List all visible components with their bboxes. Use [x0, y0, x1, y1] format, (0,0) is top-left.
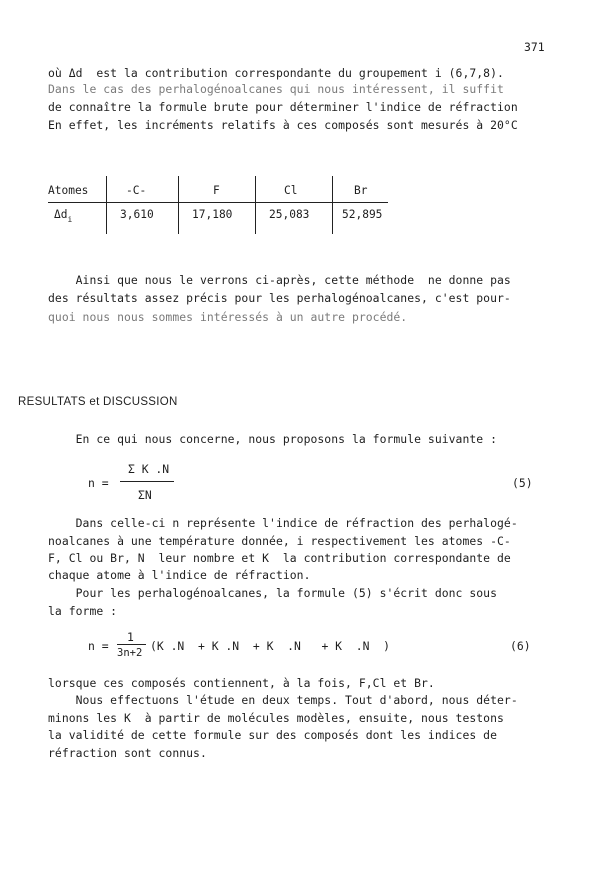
eq6-body: (K .N + K .N + K .N + K .N )	[150, 639, 391, 653]
paragraph4-line-3: F, Cl ou Br, N leur nombre et K la contribution correspondante de	[48, 551, 511, 565]
table-value-br: 52,895	[342, 208, 383, 221]
table-value-carbon: 3,610	[120, 208, 154, 221]
eq6-lhs: n =	[88, 639, 109, 653]
paragraph4-line-2: noalcanes à une température donnée, i respectivement les atomes -C-	[48, 534, 511, 548]
section-heading: RESULTATS et DISCUSSION	[18, 396, 178, 408]
paragraph5-line-2: Nous effectuons l'étude en deux temps. Tout d'abord, nous déter-	[48, 693, 518, 707]
paragraph5-line-3: minons les K à partir de molécules modèles, ensuite, nous testons	[48, 711, 504, 725]
table-row-label: $\Delta d_i$	[54, 208, 73, 224]
paragraph3: En ce qui nous concerne, nous proposons la formule suivante :	[48, 432, 498, 446]
increments-table	[48, 168, 388, 238]
paragraph1-line-2: Dans le cas des perhalogénoalcanes qui nous intéressent, il suffit	[48, 82, 504, 96]
eq5-numerator: Σ K .N	[128, 462, 170, 476]
page-number: 371	[524, 40, 545, 54]
paragraph4-line-6: la forme :	[48, 604, 118, 618]
table-header-cl: Cl	[284, 184, 298, 197]
eq5-denominator: ΣN	[138, 488, 152, 502]
paragraph4-line-4: chaque atome à l'indice de réfraction.	[48, 568, 311, 582]
eq5-lhs: n =	[88, 476, 109, 490]
paragraph2-line-3: quoi nous nous sommes intéressés à un autre procédé.	[48, 310, 408, 324]
table-header-f: F	[213, 184, 220, 197]
table-header-atomes: Atomes	[48, 184, 89, 197]
eq6-number: (6)	[510, 639, 531, 653]
paragraph4-line-1: Dans celle-ci n représente l'indice de réfraction des perhalogé-	[48, 516, 518, 530]
eq6-frac-numerator: 1	[127, 630, 134, 644]
table-header-br: Br	[354, 184, 368, 197]
paragraph5-line-5: réfraction sont connus.	[48, 746, 207, 760]
paragraph2-line-2: des résultats assez précis pour les perhalogénoalcanes, c'est pour-	[48, 291, 511, 305]
table-header-carbon: -C-	[126, 184, 147, 197]
paragraph1-line-3: de connaître la formule brute pour déterminer l'indice de réfraction	[48, 100, 518, 114]
paragraph2-line-1: Ainsi que nous le verrons ci-après, cette méthode ne donne pas	[48, 273, 511, 287]
eq5-number: (5)	[512, 476, 533, 490]
table-value-f: 17,180	[192, 208, 233, 221]
paragraph1-line-1: où Δd est la contribution correspondante du groupement i (6,7,8).	[48, 66, 504, 80]
paragraph4-line-5: Pour les perhalogénoalcanes, la formule (5) s'écrit donc sous	[48, 586, 498, 600]
table-value-cl: 25,083	[269, 208, 310, 221]
paragraph1-line-4: En effet, les incréments relatifs à ces composés sont mesurés à 20°C	[48, 118, 518, 132]
eq6-frac-denominator: 3n+2	[117, 647, 143, 659]
paragraph5-line-1: lorsque ces composés contiennent, à la fois, F,Cl et Br.	[48, 676, 435, 690]
paragraph5-line-4: la validité de cette formule sur des composés dont les indices de	[48, 728, 498, 742]
